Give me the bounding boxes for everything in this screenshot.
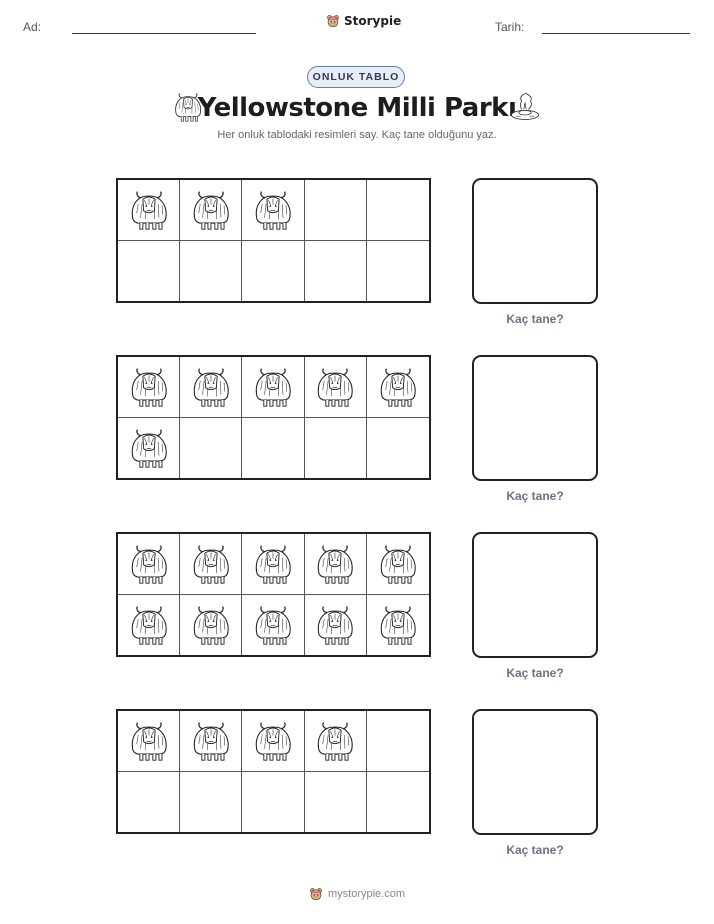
frame-cell xyxy=(367,180,429,241)
frame-cell xyxy=(305,357,367,418)
yak-icon xyxy=(375,602,421,648)
frame-cell xyxy=(118,772,180,833)
yak-icon xyxy=(312,364,358,410)
frame-cell xyxy=(180,418,242,479)
brand-logo xyxy=(326,14,401,28)
frame-cell xyxy=(305,418,367,479)
yak-icon xyxy=(312,718,358,764)
frame-cell xyxy=(242,357,304,418)
frame-cell xyxy=(242,241,304,302)
yak-icon xyxy=(188,364,234,410)
yak-icon xyxy=(312,541,358,587)
instructions: Her onluk tablodaki resimleri say. Kaç tane olduğunu yaz. xyxy=(217,129,497,141)
frame-cell xyxy=(242,180,304,241)
frame-cell xyxy=(242,711,304,772)
yak-icon xyxy=(250,364,296,410)
frame-cell xyxy=(367,241,429,302)
count-prompt-2: Kaç tane? xyxy=(506,489,564,503)
yak-icon xyxy=(126,187,172,233)
yak-icon xyxy=(375,364,421,410)
frame-cell xyxy=(118,711,180,772)
frame-cell xyxy=(180,357,242,418)
frame-cell xyxy=(305,711,367,772)
answer-box-1[interactable] xyxy=(472,178,598,304)
frame-cell xyxy=(242,772,304,833)
storypie-mascot-icon xyxy=(326,14,340,28)
frame-cell xyxy=(118,180,180,241)
worksheet-type-badge: ONLUK TABLO xyxy=(307,66,405,88)
answer-box-4[interactable] xyxy=(472,709,598,835)
yak-icon xyxy=(250,187,296,233)
frame-cell xyxy=(305,595,367,656)
frame-cell xyxy=(305,772,367,833)
storypie-mascot-icon xyxy=(309,887,323,901)
frame-cell xyxy=(367,534,429,595)
yak-icon xyxy=(312,602,358,648)
yak-icon xyxy=(375,541,421,587)
geyser-icon xyxy=(508,90,542,124)
yak-icon xyxy=(126,602,172,648)
yak-icon xyxy=(250,541,296,587)
frame-cell xyxy=(118,418,180,479)
answer-box-3[interactable] xyxy=(472,532,598,658)
footer-url[interactable]: mystorypie.com xyxy=(327,888,406,900)
ten-frame-2 xyxy=(116,355,431,480)
frame-cell xyxy=(367,357,429,418)
frame-cell xyxy=(180,711,242,772)
yak-icon xyxy=(126,541,172,587)
yak-icon xyxy=(126,364,172,410)
frame-cell xyxy=(242,534,304,595)
frame-cell xyxy=(180,534,242,595)
count-prompt-1: Kaç tane? xyxy=(506,312,564,326)
page-title: Yellowstone Milli Parkı xyxy=(197,93,517,123)
yak-icon xyxy=(126,425,172,471)
yak-icon xyxy=(250,718,296,764)
yak-icon xyxy=(250,602,296,648)
name-label: Ad: xyxy=(23,20,42,34)
frame-cell xyxy=(180,180,242,241)
count-prompt-3: Kaç tane? xyxy=(506,666,564,680)
yak-icon xyxy=(188,541,234,587)
count-prompt-4: Kaç tane? xyxy=(506,843,564,857)
footer xyxy=(0,887,714,901)
frame-cell xyxy=(367,772,429,833)
frame-cell xyxy=(367,418,429,479)
frame-cell xyxy=(118,241,180,302)
ten-frame-1 xyxy=(116,178,431,303)
frame-cell xyxy=(367,595,429,656)
name-line[interactable] xyxy=(72,33,256,34)
frame-cell xyxy=(367,711,429,772)
frame-cell xyxy=(305,241,367,302)
date-line[interactable] xyxy=(542,33,690,34)
yak-icon xyxy=(188,602,234,648)
frame-cell xyxy=(305,180,367,241)
frame-cell xyxy=(305,534,367,595)
frame-cell xyxy=(242,418,304,479)
frame-cell xyxy=(118,595,180,656)
frame-cell xyxy=(242,595,304,656)
yak-icon xyxy=(188,187,234,233)
yak-icon xyxy=(188,718,234,764)
brand-name: Storypie xyxy=(344,14,402,28)
answer-box-2[interactable] xyxy=(472,355,598,481)
ten-frame-4 xyxy=(116,709,431,834)
frame-cell xyxy=(180,595,242,656)
date-label: Tarih: xyxy=(495,20,525,34)
frame-cell xyxy=(118,357,180,418)
ten-frame-3 xyxy=(116,532,431,657)
frame-cell xyxy=(180,772,242,833)
yak-icon xyxy=(126,718,172,764)
frame-cell xyxy=(180,241,242,302)
frame-cell xyxy=(118,534,180,595)
